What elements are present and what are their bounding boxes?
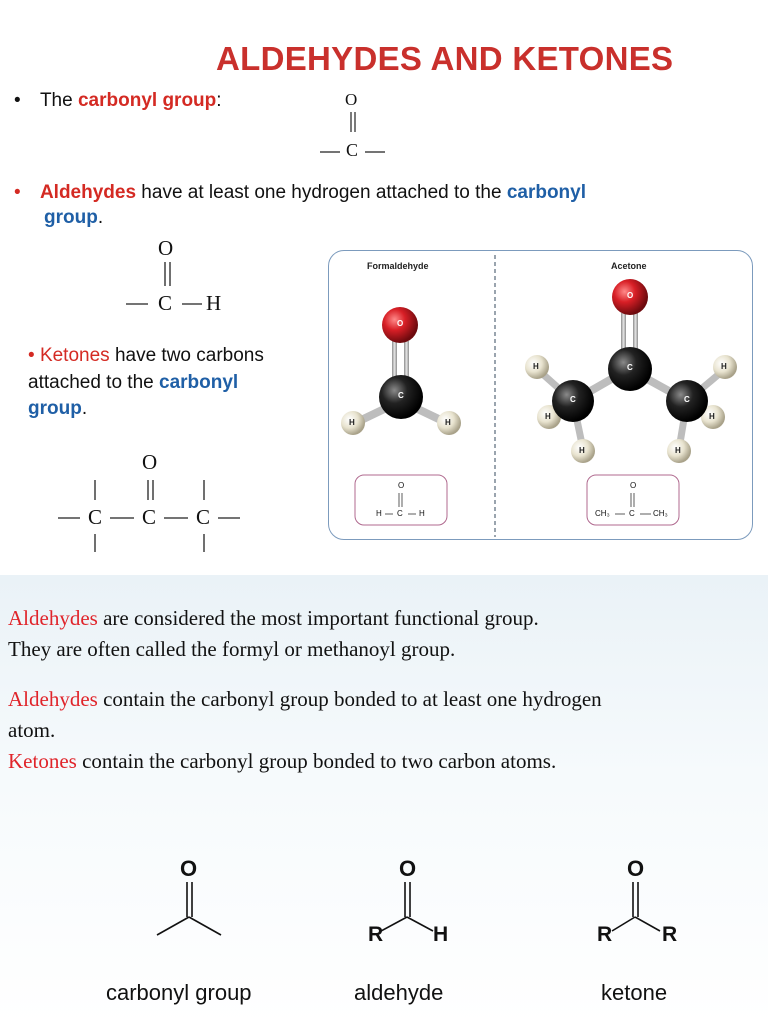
bullet-dot: • — [28, 345, 35, 366]
aldehyde-caption: aldehyde — [354, 980, 444, 1005]
paragraph-1-term: Aldehydes — [8, 606, 98, 630]
bullet-ketones — [28, 343, 264, 368]
oxygen-letter: O — [397, 319, 404, 328]
paragraph-2-text: contain the carbonyl group bonded to at least one hydrogen — [97, 687, 602, 711]
ketone-r-label: R — [597, 923, 613, 946]
carbon-label: C — [158, 291, 173, 315]
bullet-dot: • — [14, 90, 21, 111]
carbonyl-structure-small — [318, 90, 388, 160]
aldehyde-structure — [124, 236, 244, 316]
bullet-3-line3-suffix: . — [81, 398, 88, 419]
oxygen-label: O — [142, 450, 158, 474]
carbonyl-oxygen-label: O — [180, 856, 198, 881]
bullet-1-suffix: : — [216, 90, 222, 111]
paragraph-1-text: are considered the most important functional group. — [97, 606, 539, 630]
definitions-section — [0, 575, 768, 1024]
paragraph-2-term: Aldehydes — [8, 687, 98, 711]
bullet-2-text: have at least one hydrogen attached to the — [136, 182, 507, 203]
skeletal-structures — [0, 855, 768, 975]
paragraph-3-text: contain the carbonyl group bonded to two carbon atoms. — [76, 749, 557, 773]
bullet-3-line2: attached to the — [28, 372, 159, 393]
hydrogen-letter: H — [445, 418, 451, 427]
carbon-label: C — [196, 505, 211, 529]
formula-h: H — [419, 509, 425, 518]
aldehyde-oxygen-label: O — [399, 856, 417, 881]
bullet-1-prefix: The — [39, 90, 78, 111]
hydrogen-letter: H — [721, 362, 727, 371]
bullet-ketones-line3 — [28, 396, 87, 421]
aldehyde-bonds — [124, 236, 244, 316]
formula-c: C — [629, 509, 635, 518]
molecule-models — [329, 251, 754, 541]
acetone-label: Acetone — [611, 261, 647, 271]
oxygen-letter: O — [627, 291, 634, 300]
carbon-label: C — [142, 505, 157, 529]
carbon-letter: C — [570, 395, 576, 404]
formula-ch3: CH₃ — [653, 509, 668, 518]
formula-h: H — [376, 509, 382, 518]
paragraph-3-term: Ketones — [8, 749, 77, 773]
bullet-aldehydes-line2 — [44, 205, 103, 230]
hydrogen-letter: H — [349, 418, 355, 427]
paragraph-1-line2: They are often called the formyl or methanoyl group. — [8, 637, 456, 661]
formula-c: C — [397, 509, 403, 518]
page-title: ALDEHYDES AND KETONES — [216, 40, 674, 77]
formula-ch3: CH₃ — [595, 509, 610, 518]
bullet-2-term2: carbonyl — [506, 182, 587, 203]
bullet-3-term2: carbonyl — [159, 372, 239, 393]
bullet-2-line2-term: group — [44, 207, 98, 228]
ketone-r-label: R — [662, 923, 678, 946]
ketone-structure — [54, 450, 254, 555]
hydrogen-letter: H — [545, 412, 551, 421]
aldehyde-r-label: R — [368, 923, 384, 946]
bullet-2-term: Aldehydes — [39, 182, 137, 203]
paragraph-2 — [8, 684, 602, 777]
formula-o: O — [630, 481, 637, 490]
paragraph-2-line2: atom. — [8, 718, 56, 742]
bullet-ketones-line2 — [28, 370, 238, 395]
ketone-caption: ketone — [601, 980, 668, 1005]
formaldehyde-label: Formaldehyde — [367, 261, 429, 271]
aldehyde-h-label: H — [433, 923, 449, 946]
bullet-aldehydes — [14, 180, 586, 205]
paragraph-1 — [8, 603, 539, 665]
oxygen-label: O — [158, 236, 174, 260]
carbonyl-caption: carbonyl group — [106, 980, 252, 1005]
carbon-letter: C — [627, 363, 633, 372]
carbon-label: C — [88, 505, 103, 529]
carbon-label: C — [346, 140, 359, 160]
hydrogen-letter: H — [675, 446, 681, 455]
oxygen-label: O — [345, 90, 358, 109]
molecule-model-panel — [328, 250, 753, 540]
bullet-3-line3-term: group — [28, 398, 82, 419]
carbon-letter: C — [684, 395, 690, 404]
hydrogen-letter: H — [533, 362, 539, 371]
hydrogen-letter: H — [709, 412, 715, 421]
bullet-3-term: Ketones — [39, 345, 110, 366]
formula-o: O — [398, 481, 405, 490]
ketone-bonds — [54, 450, 254, 555]
ketone-oxygen-label: O — [627, 856, 645, 881]
bullet-carbonyl — [14, 88, 222, 113]
bullet-dot: • — [14, 182, 21, 203]
hydrogen-letter: H — [579, 446, 585, 455]
bullet-1-term: carbonyl group — [77, 90, 217, 111]
hydrogen-label: H — [206, 291, 222, 315]
bullet-3-text: have two carbons — [109, 345, 264, 366]
carbon-letter: C — [398, 391, 404, 400]
bullet-2-line2-suffix: . — [97, 207, 104, 228]
